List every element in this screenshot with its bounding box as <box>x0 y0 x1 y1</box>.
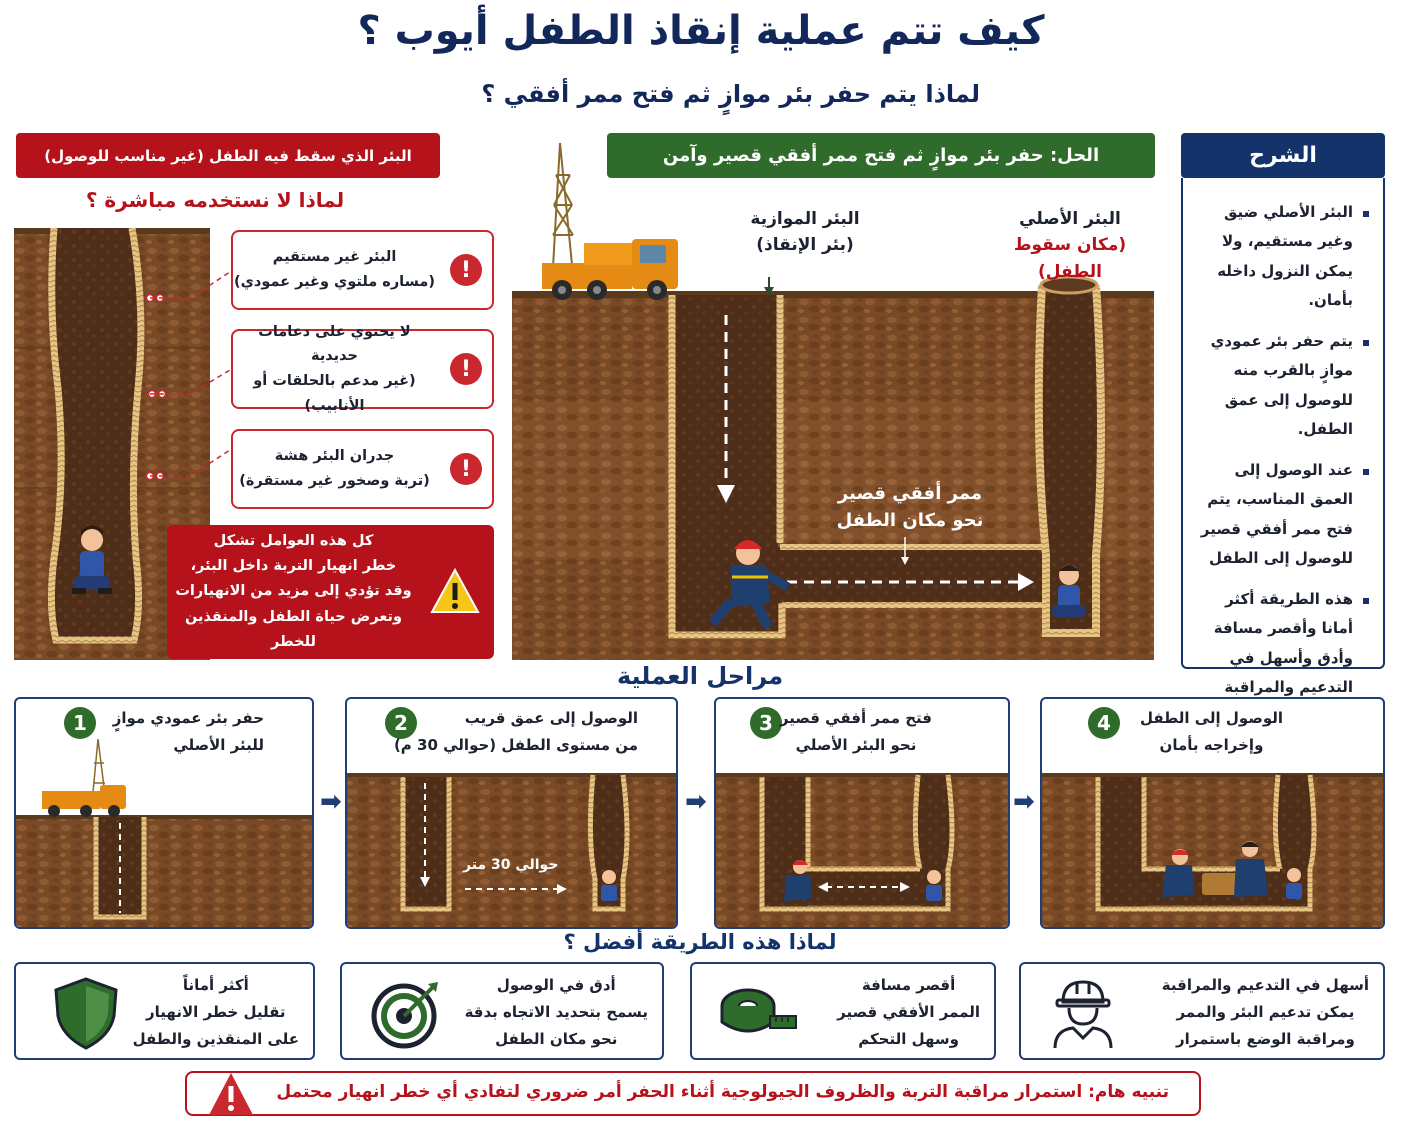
benefit-line: الممر الأفقي قصير <box>837 1003 980 1021</box>
benefit-line: تقليل خطر الانهيار <box>146 1003 286 1021</box>
reason-detail: (تربة وصخور غير مستقرة) <box>239 473 430 489</box>
solution-banner: الحل: حفر بئر موازٍ ثم فتح ممر أفقي قصير وآمن <box>607 133 1155 178</box>
benefits-title: لماذا هذه الطريقة أفضل ؟ <box>563 930 837 954</box>
target-icon <box>366 976 446 1050</box>
warning-line: وقد تؤدي إلى مزيد من الانهيارات <box>175 583 412 600</box>
worker-icon <box>1043 976 1123 1050</box>
stage-line: نحو البئر الأصلي <box>795 736 917 754</box>
reason-connectors <box>150 228 240 488</box>
reason-title: جدران البئر هشة <box>274 448 395 465</box>
warning-line: خطر انهيار التربة داخل البئر، <box>190 557 397 574</box>
important-alert <box>185 1071 1201 1116</box>
stage-number: 3 <box>750 707 782 739</box>
parallel-well-label <box>735 206 875 259</box>
benefit-line: يسمح بتحديد الاتجاه بدقة <box>464 1003 648 1021</box>
stage-line: للبئر الأصلي <box>173 736 264 754</box>
left-panel-question: لماذا لا نستخدمه مباشرة ؟ <box>85 188 345 212</box>
benefit-line: نحو مكان الطفل <box>495 1030 618 1048</box>
original-well-label <box>985 206 1155 285</box>
parallel-well-title: البئر الموازية <box>750 209 860 229</box>
benefit-text <box>133 972 299 1053</box>
stage-1-illustration <box>16 733 314 927</box>
original-well-subtitle: (مكان سقوط الطفل) <box>1013 235 1127 282</box>
stage-description <box>394 705 638 759</box>
stage-line: حفر بئر عمودي موازٍ <box>112 709 264 727</box>
reason-detail: (مساره ملتوي وغير عمودي) <box>234 274 435 290</box>
explain-bullet: هذه الطريقة أكثر أمانا وأقصر مسافة وأدق وأسهل في التدعيم والمراقبة <box>1191 585 1371 702</box>
stage-line: من مستوى الطفل (حوالي 30 م) <box>393 736 638 754</box>
reason-detail: (غير مدعم بالحلقات أو الأنابيب) <box>253 373 416 414</box>
shield-icon <box>46 976 126 1050</box>
benefit-card-monitoring <box>1019 962 1385 1060</box>
alert-triangle-icon <box>207 1071 255 1117</box>
reason-title: البئر غير مستقيم <box>272 249 397 266</box>
benefit-card-safer <box>14 962 315 1060</box>
benefit-text <box>1162 972 1369 1053</box>
exclamation-icon: ! <box>450 453 482 485</box>
tape-measure-icon <box>718 976 798 1050</box>
stage-3-illustration <box>716 769 1010 927</box>
benefit-card-precise <box>340 962 664 1060</box>
stage-arrow-icon: ➡ <box>1013 787 1035 817</box>
reason-title: لا يحتوي على دعامات حديدية <box>258 323 411 365</box>
page-title: كيف تتم عملية إنقاذ الطفل أيوب ؟ <box>357 8 1045 54</box>
stage-card-2 <box>345 697 678 929</box>
tunnel-subtitle: نحو مكان الطفل <box>836 510 984 531</box>
explain-bullet: عند الوصول إلى العمق المناسب، يتم فتح ممر أفقي قصير للوصول إلى الطفل <box>1191 456 1371 573</box>
stage-4-illustration <box>1042 769 1385 927</box>
stage-description <box>780 705 932 759</box>
explain-bullet: يتم حفر بئر عمودي موازٍ بالقرب منه للوصول إلى عمق الطفل. <box>1191 327 1371 444</box>
stage-line: الوصول إلى عمق قريب <box>464 709 638 727</box>
warning-line: وتعرض حياة الطفل والمنقذين للخطر <box>185 608 402 651</box>
benefit-heading: أقصر مسافة <box>861 976 956 994</box>
explain-banner: الشرح <box>1181 133 1385 178</box>
stage-number: 4 <box>1088 707 1120 739</box>
exclamation-icon: ! <box>450 353 482 385</box>
stage-number: 2 <box>385 707 417 739</box>
benefit-text <box>465 972 648 1053</box>
benefit-line: وسهل التحكم <box>858 1030 959 1048</box>
reason-card-fragile-walls <box>231 429 494 509</box>
stage-line: وإخراجه بأمان <box>1159 736 1264 754</box>
benefit-line: على المنقذين والطفل <box>132 1030 299 1048</box>
reason-card-no-supports <box>231 323 494 414</box>
parallel-well-subtitle: (بئر الإنقاذ) <box>756 235 854 256</box>
left-panel-banner: البئر الذي سقط فيه الطفل (غير مناسب للوصول) <box>16 133 440 178</box>
benefit-card-shorter <box>690 962 996 1060</box>
stage-line: الوصول إلى الطفل <box>1139 709 1283 727</box>
original-well-title: البئر الأصلي <box>1019 209 1121 229</box>
stage-card-1 <box>14 697 314 929</box>
stage-card-3 <box>714 697 1010 929</box>
stage-arrow-icon: ➡ <box>320 787 342 817</box>
reason-card-not-straight <box>231 230 494 310</box>
benefit-line: يمكن تدعيم البئر والممر <box>1176 1003 1355 1021</box>
stage-arrow-icon: ➡ <box>685 787 707 817</box>
warning-line: كل هذه العوامل تشكل <box>213 532 374 549</box>
benefit-text <box>837 972 980 1053</box>
collapse-warning-box <box>167 525 494 659</box>
drilling-rig-truck <box>542 143 678 300</box>
benefit-heading: أكثر أماناً <box>182 976 249 994</box>
explain-bullet: البئر الأصلي ضيق وغير مستقيم، ولا يمكن النزول داخله بأمان. <box>1191 198 1371 315</box>
page-subtitle: لماذا يتم حفر بئر موازٍ ثم فتح ممر أفقي ؟ <box>481 80 980 108</box>
tunnel-title: ممر أفقي قصير <box>837 483 983 504</box>
depth-note: حوالي 30 متر <box>463 857 559 873</box>
exclamation-icon: ! <box>450 254 482 286</box>
stage-description <box>1140 705 1283 759</box>
stage-number: 1 <box>64 707 96 739</box>
stages-title: مراحل العملية <box>616 662 784 690</box>
alert-text: تنبيه هام: استمرار مراقبة التربة والظروف الجيولوجية أثناء الحفر أمر ضروري لتفادي أي خطر انهيار محتمل <box>276 1082 1169 1102</box>
stage-card-4 <box>1040 697 1385 929</box>
explain-panel <box>1181 178 1385 696</box>
benefit-heading: أدق في الوصول <box>496 976 616 994</box>
tunnel-label <box>830 480 990 534</box>
benefit-line: ومراقبة الوضع باستمرار <box>1175 1030 1355 1048</box>
stage-line: فتح ممر أفقي قصير <box>779 709 932 727</box>
stage-2-illustration <box>347 769 678 927</box>
warning-triangle-icon <box>430 567 480 617</box>
benefit-heading: أسهل في التدعيم والمراقبة <box>1161 976 1369 994</box>
